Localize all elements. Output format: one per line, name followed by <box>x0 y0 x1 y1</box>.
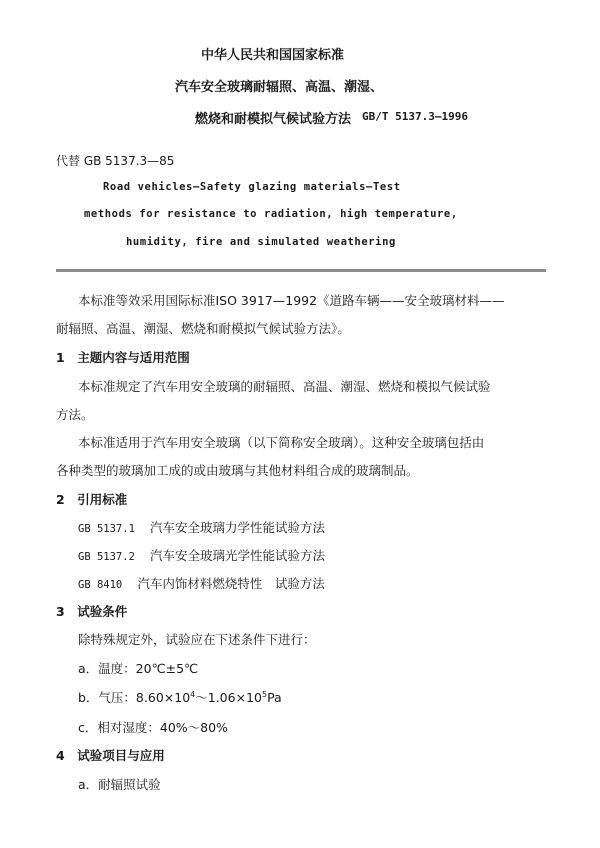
section-1-p2-line2: 各种类型的玻璃加工成的或由玻璃与其他材料组合成的玻璃制品。 <box>56 463 419 478</box>
section-1-p1-line1: 本标准规定了汽车用安全玻璃的耐辐照、高温、潮湿、燃烧和模拟气候试验 <box>78 379 491 394</box>
header-divider <box>56 269 546 272</box>
document-title-line2: 燃烧和耐模拟气候试验方法 <box>195 112 352 127</box>
english-title-line1: Road vehicles—Safety glazing materials—Test <box>103 181 401 193</box>
condition-humidity: c．相对湿度：40%～80% <box>78 720 228 735</box>
reference-item <box>78 573 325 592</box>
section-1-p2-line1: 本标准适用于汽车用安全玻璃（以下简称安全玻璃）。这种安全玻璃包括由 <box>78 435 485 450</box>
reference-desc: 汽车安全玻璃光学性能试验方法 <box>150 548 326 563</box>
reference-item <box>78 517 325 536</box>
document-title-line1: 汽车安全玻璃耐辐照、高温、潮湿、 <box>175 80 384 95</box>
reference-code: GB 5137.2 <box>78 551 135 563</box>
condition-pressure: b．气压：$8.60\times 10^4\sim 1.06\times 10^5Pa$ <box>78 689 282 705</box>
intro-line1: 本标准等效采用国际标准ISO 3917—1992《道路车辆——安全玻璃材料—— <box>78 293 505 308</box>
intro-line2: 耐辐照、高温、潮湿、燃烧和耐模拟气候试验方法》。 <box>56 321 350 336</box>
reference-desc: 汽车安全玻璃力学性能试验方法 <box>150 520 326 535</box>
english-title-line2: methods for resistance to radiation, high temperature, <box>84 208 458 220</box>
reference-code: GB 8410 <box>78 579 123 591</box>
english-title-line3: humidity, fire and simulated weathering <box>126 236 396 248</box>
section-3-title: 3 试验条件 <box>56 604 128 619</box>
section-2-title: 2 引用标准 <box>56 492 128 507</box>
condition-temperature: a．温度：20℃±5℃ <box>78 661 199 676</box>
test-item-radiation: a．耐辐照试验 <box>78 777 161 792</box>
replaces-note: 代替 GB 5137.3—85 <box>56 154 175 168</box>
reference-desc: 汽车内饰材料燃烧特性 试验方法 <box>137 576 325 591</box>
standard-category-title: 中华人民共和国国家标准 <box>201 48 345 63</box>
section-1-p1-line2: 方法。 <box>56 407 94 422</box>
reference-code: GB 5137.1 <box>78 523 135 535</box>
reference-item <box>78 545 325 564</box>
section-3-intro: 除特殊规定外，试验应在下述条件下进行： <box>78 632 316 647</box>
section-1-title: 1 主题内容与适用范围 <box>56 350 190 365</box>
section-4-title: 4 试验项目与应用 <box>56 748 165 763</box>
standard-number: GB/T 5137.3—1996 <box>362 110 468 123</box>
